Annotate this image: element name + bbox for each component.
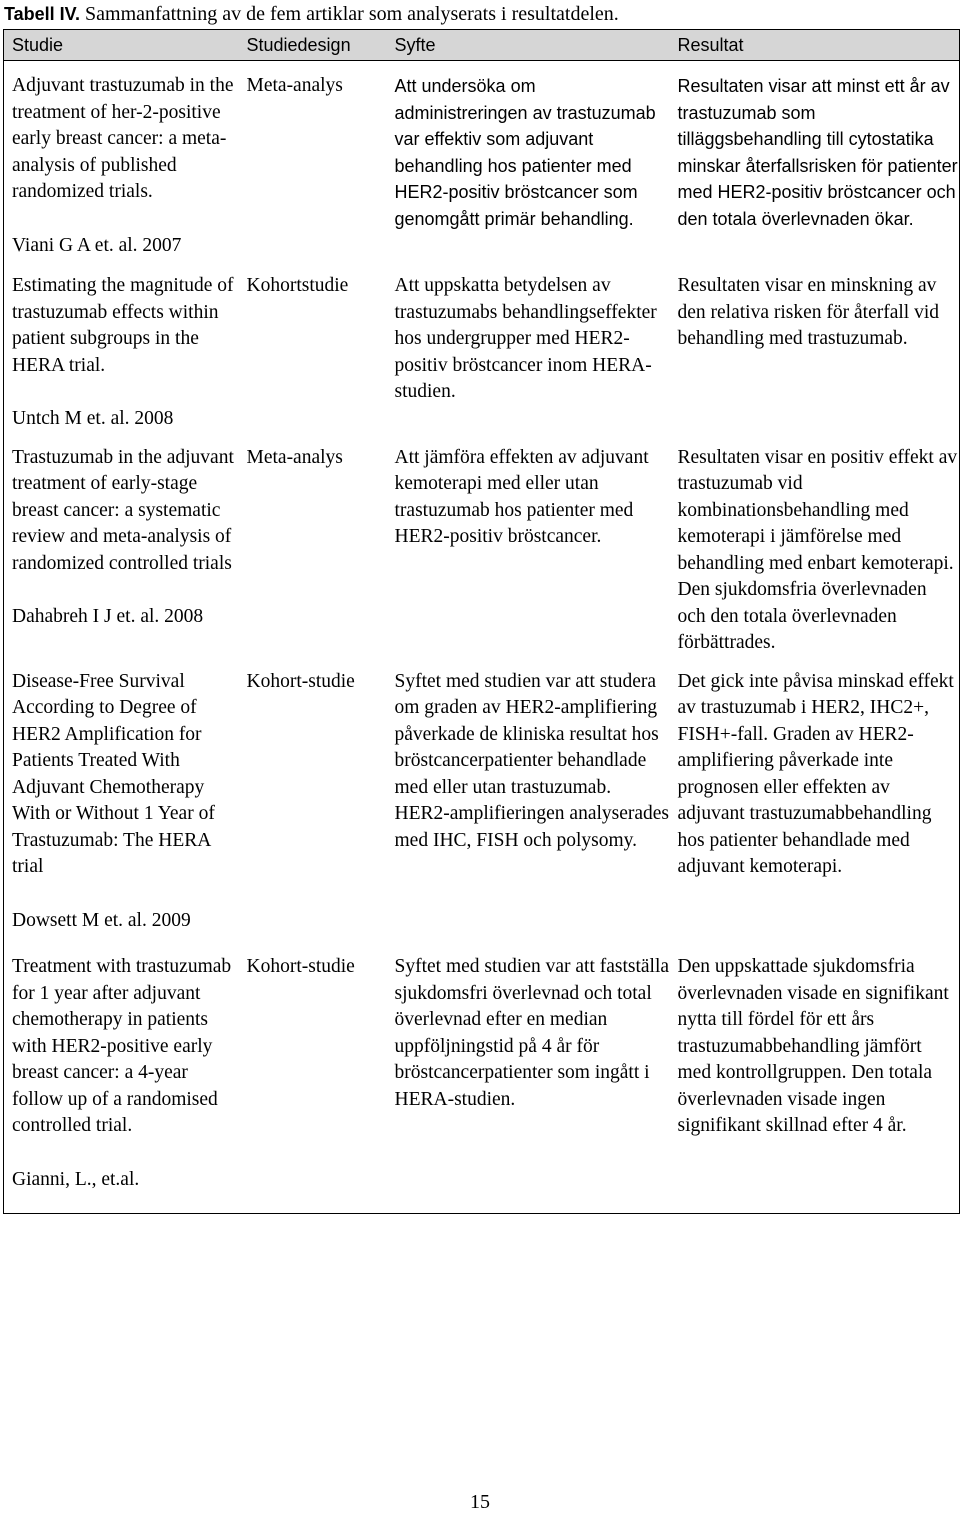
study-cell (4, 934, 239, 1214)
header-syfte: Syfte (387, 30, 670, 61)
table-row (4, 433, 960, 657)
study-title: Treatment with trastuzumab for 1 year after adjuvant chemotherapy in patients with HER2-positive early breast cancer: a 4-year follow up of a randomised controlled trial. (12, 956, 232, 1136)
table-caption-text: Sammanfattning av de fem artiklar som analyserats i resultatdelen. (80, 3, 619, 25)
resultat-cell: Resultaten visar att minst ett år av trastuzumab som tilläggsbehandling till cytostatika minskar återfallsrisken för patienter med HER2-positiv bröstcancer och den totala överlevnaden ökar. (677, 76, 958, 229)
study-cell (4, 433, 239, 657)
table-row (4, 657, 960, 935)
syfte-cell: Syftet med studien var att fastställa sjukdomsfri överlevnad och total överlevnad efter en median uppföljningstid på 4 år för bröstcancerpatienter som ingått i HERA-studien. (394, 956, 670, 1110)
study-author: Viani G A et. al. 2007 (12, 234, 182, 256)
study-author: Gianni, L., et.al. (12, 1168, 140, 1190)
table-row (4, 61, 960, 260)
study-cell (4, 61, 239, 260)
design-cell: Meta-analys (246, 75, 343, 96)
table-header-row (4, 30, 960, 61)
resultat-cell: Resultaten visar en minskning av den relativa risken för återfall vid behandling med trastuzumab. (677, 275, 940, 349)
header-resultat: Resultat (670, 30, 960, 61)
syfte-cell: Att jämföra effekten av adjuvant kemoterapi med eller utan trastuzumab hos patienter med HER2-positiv bröstcancer. (394, 446, 649, 547)
table-caption (4, 1, 619, 28)
summary-table (3, 29, 960, 1214)
syfte-cell: Att undersöka om administreringen av trastuzumab var effektiv som adjuvant behandling hos patienter med HER2-positiv bröstcancer som genomgått primär behandling. (394, 76, 656, 229)
resultat-cell: Det gick inte påvisa minskad effekt av trastuzumab i HER2, IHC2+, FISH+-fall. Graden av HER2-amplifiering påverkade inte prognosen eller effekten av adjuvant trastuzumabbehandling hos patienter behandlade med adjuvant kemoterapi. (677, 670, 954, 877)
design-cell: Kohort-studie (246, 956, 355, 977)
syfte-cell: Syftet med studien var att studera om graden av HER2-amplifiering påverkade de kliniska resultat hos bröstcancerpatienter behandlade med eller utan trastuzumab. HER2-amplifieringen analyserades med IHC, FISH och polysomy. (394, 670, 670, 851)
page-number: 15 (470, 1491, 490, 1513)
header-studie: Studie (4, 30, 239, 61)
design-cell: Kohort-studie (246, 670, 355, 692)
study-cell (4, 259, 239, 433)
design-cell: Kohortstudie (246, 275, 349, 296)
study-author: Dahabreh I J et. al. 2008 (12, 606, 204, 627)
resultat-cell: Resultaten visar en positiv effekt av trastuzumab vid kombinationsbehandling med kemoterapi i jämförelse med behandling med enbart kemoterapi. Den sjukdomsfria överlevnaden och den totala överlevnaden förbättrades. (677, 446, 958, 653)
study-title: Disease-Free Survival According to Degree of HER2 Amplification for Patients Treated With Adjuvant Chemotherapy With or Without 1 Year of Trastuzumab: The HERA trial (12, 670, 215, 877)
study-cell (4, 657, 239, 935)
resultat-cell: Den uppskattade sjukdomsfria överlevnaden visade en signifikant nytta till fördel för ett års trastuzumabbehandling jämfört med kontrollgruppen. Den totala överlevnaden visade ingen signifikant skillnad efter 4 år. (677, 956, 949, 1136)
header-studiedesign: Studiedesign (239, 30, 387, 61)
study-author: Untch M et. al. 2008 (12, 408, 174, 429)
study-title: Estimating the magnitude of trastuzumab effects within patient subgroups in the HERA trial. (12, 275, 234, 376)
study-title: Trastuzumab in the adjuvant treatment of early-stage breast cancer: a systematic review and meta-analysis of randomized controlled trials (12, 446, 234, 574)
study-author: Dowsett M et. al. 2009 (12, 909, 191, 931)
syfte-cell: Att uppskatta betydelsen av trastuzumabs behandlingseffekter hos undergrupper med HER2-positiv bröstcancer inom HERA-studien. (394, 275, 657, 402)
table-caption-label: Tabell IV. (4, 4, 81, 24)
table-row (4, 934, 960, 1214)
study-title: Adjuvant trastuzumab in the treatment of her-2-positive early breast cancer: a meta-analysis of published randomized trials. (12, 75, 234, 202)
design-cell: Meta-analys (246, 446, 343, 468)
table-row (4, 259, 960, 433)
